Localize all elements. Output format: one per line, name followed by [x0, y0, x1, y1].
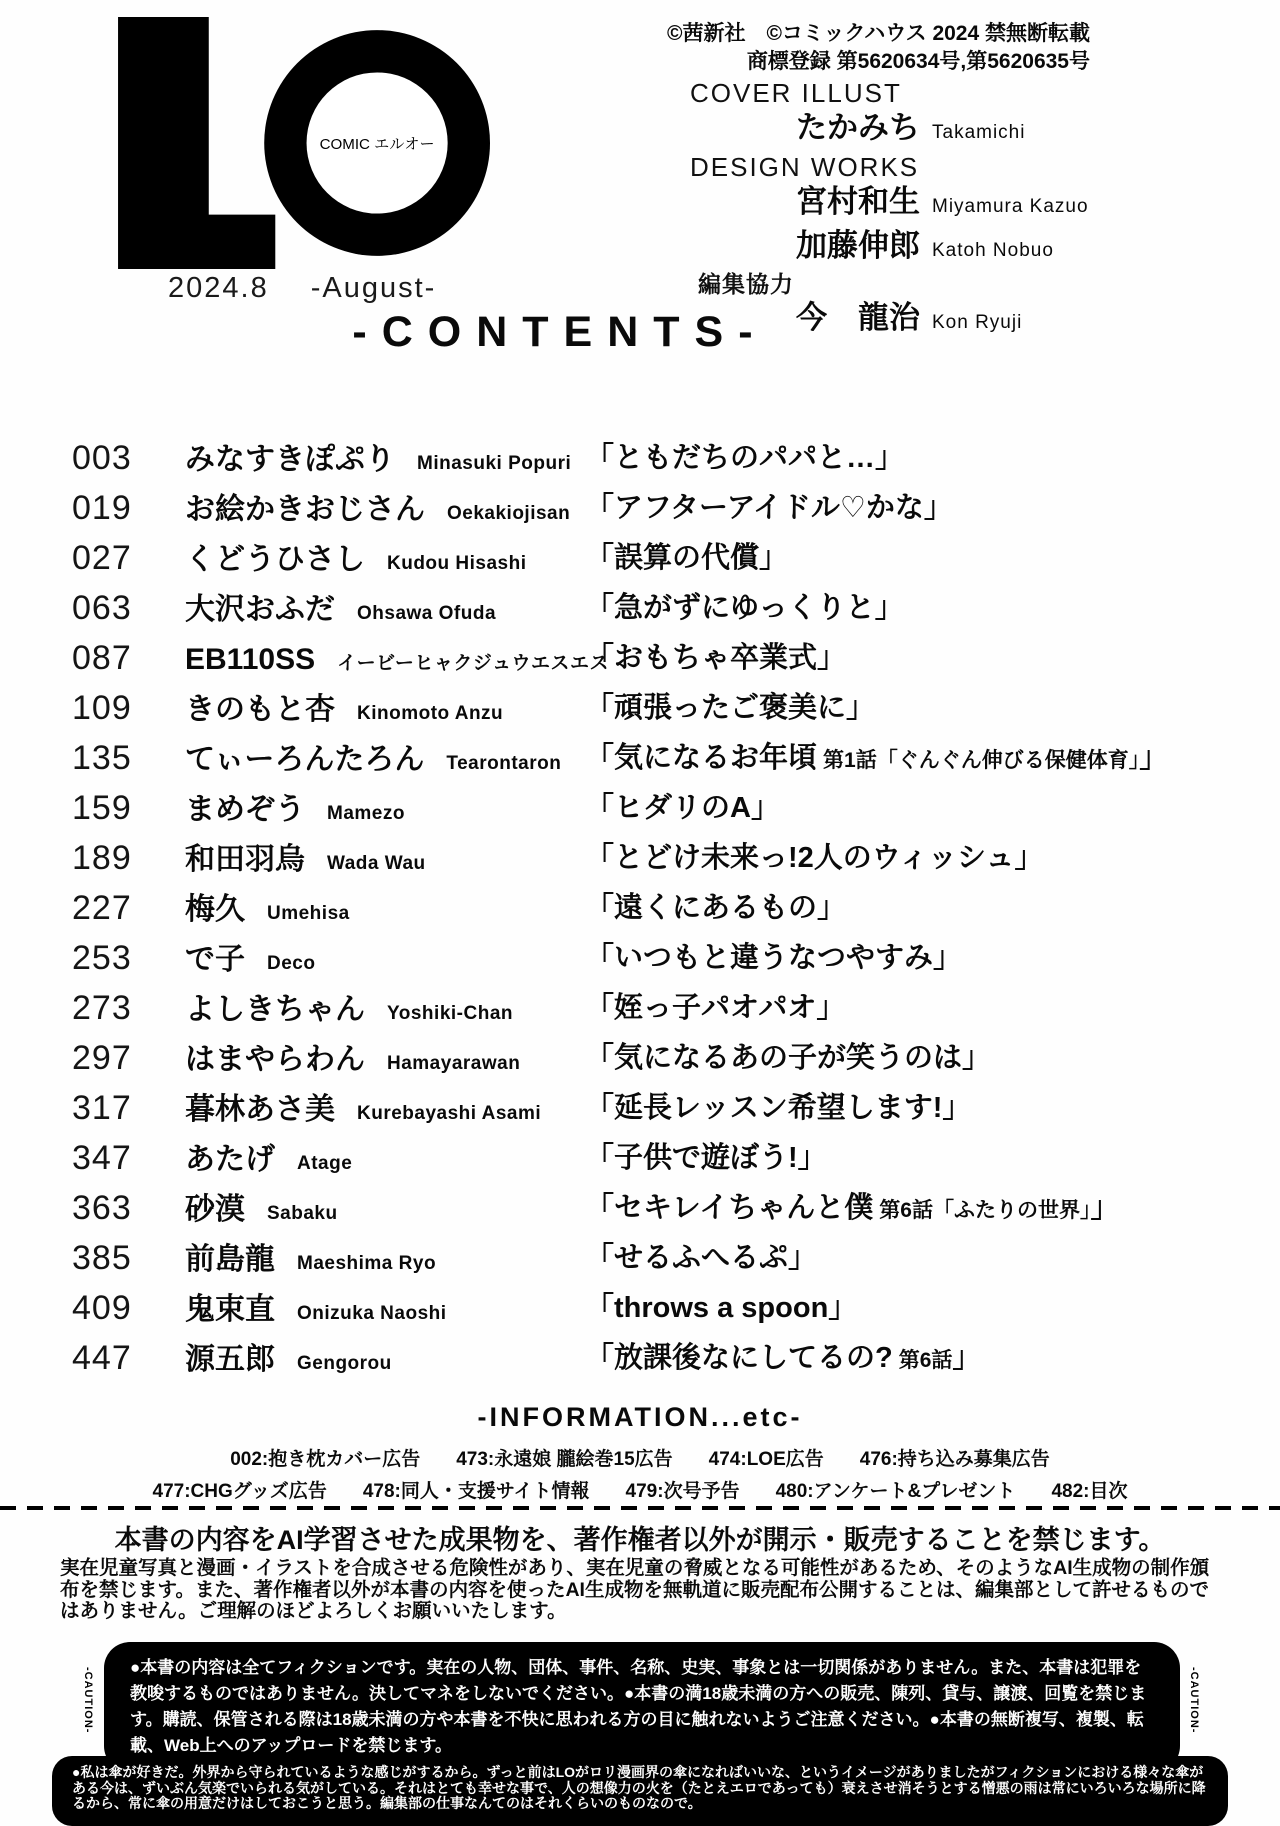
- toc-entry: [72, 1183, 1232, 1233]
- toc-title: [585, 1233, 823, 1286]
- information-heading: -INFORMATION...etc-: [477, 1402, 803, 1432]
- toc-page-number: 109: [72, 689, 132, 727]
- toc-title: [585, 933, 968, 986]
- credit-name-romaji: Takamichi: [932, 122, 1026, 143]
- toc-author-romaji: Onizuka Naoshi: [297, 1303, 447, 1324]
- lo-logo-graphic: [112, 16, 490, 270]
- toc-title-main: 「遠くにあるもの」: [585, 892, 847, 924]
- credit-role-design-works: DESIGN WORKS: [690, 152, 920, 182]
- toc-author-romaji: Oekakiojisan: [447, 503, 571, 524]
- toc-author-romaji: Deco: [267, 953, 316, 974]
- toc-page-number: 087: [72, 639, 132, 677]
- toc-entry: [72, 1083, 1232, 1133]
- toc-title-main: 「アフターアイドル♡かな」: [585, 492, 953, 524]
- toc-title: [585, 833, 1049, 886]
- toc-page-number: 159: [72, 789, 132, 827]
- toc-entry: [72, 1233, 1232, 1283]
- toc-author-romaji: Ohsawa Ofuda: [357, 603, 497, 624]
- table-of-contents: [72, 433, 1232, 1383]
- toc-author-romaji: Tearontaron: [446, 753, 562, 774]
- logo-circle-text: COMIC エルオー: [319, 136, 435, 154]
- toc-entry: [72, 833, 1232, 883]
- toc-author-ja: 砂漠: [185, 1193, 245, 1226]
- toc-author-romaji: イービーヒャクジュウエスエス: [337, 653, 609, 674]
- credit-name-romaji: Katoh Nobuo: [932, 240, 1054, 261]
- toc-author-ja: 源五郎: [185, 1343, 275, 1376]
- toc-title-note: 第6話「ふたりの世界」: [879, 1199, 1091, 1222]
- ad-item: 477:CHGグッズ広告: [152, 1481, 327, 1502]
- toc-title: [585, 1333, 981, 1386]
- toc-author-ja: 大沢おふだ: [185, 593, 335, 626]
- copyright-line1: ©茜新社 ©コミックハウス 2024 禁無断転載: [666, 22, 1090, 45]
- toc-title-main: 「子供で遊ぼう!」: [585, 1142, 827, 1174]
- toc-author-ja: 前島龍: [185, 1243, 275, 1276]
- toc-page-number: 273: [72, 989, 132, 1027]
- toc-page-number: 189: [72, 839, 132, 877]
- toc-title: [585, 533, 794, 586]
- toc-page-number: 317: [72, 1089, 132, 1127]
- toc-page-number: 447: [72, 1339, 132, 1377]
- toc-entry: [72, 983, 1232, 1033]
- ad-item: 480:アンケート&プレゼント: [775, 1481, 1016, 1502]
- toc-author-romaji: Kinomoto Anzu: [357, 703, 504, 724]
- toc-author-romaji: Mamezo: [327, 803, 405, 824]
- toc-title-main: 「放課後なにしてるの?: [585, 1342, 893, 1374]
- toc-title: [585, 1183, 1119, 1236]
- toc-page-number: 253: [72, 939, 132, 977]
- ads-row-2: [0, 1476, 1280, 1503]
- toc-author-ja: あたげ: [185, 1143, 275, 1176]
- toc-title-main: 「ヒダリのA」: [585, 792, 780, 824]
- toc-entry: [72, 483, 1232, 533]
- toc-author-ja: 暮林あさ美: [185, 1093, 335, 1126]
- toc-title-close: 」: [952, 1342, 982, 1374]
- credit-name-romaji: Miyamura Kazuo: [932, 196, 1089, 217]
- credit-name-ja: 宮村和生: [796, 184, 920, 219]
- toc-page-number: 135: [72, 739, 132, 777]
- toc-entry: [72, 683, 1232, 733]
- credits-block: [648, 78, 1128, 342]
- ai-notice-body: 実在児童写真と漫画・イラストを合成させる危険性があり、実在児童の脅威となる可能性があるため、そのようなAI生成物の制作頒布を禁じます。また、著作権者以外が本書の内容を使ったAI生成物を無軌道に販売配布公開することは、編集部として許せるものではありません。ご理解のほどよろしくお願いいたします。: [60, 1557, 1210, 1622]
- toc-author-romaji: Minasuki Popuri: [417, 453, 572, 474]
- toc-entry: [72, 583, 1232, 633]
- toc-title-main: 「姪っ子パオパオ」: [585, 992, 846, 1024]
- toc-entry: [72, 883, 1232, 933]
- credit-role-cover-illust: COVER ILLUST: [690, 78, 902, 108]
- toc-author-ja: 和田羽烏: [185, 843, 305, 876]
- toc-title: [585, 1033, 997, 1086]
- toc-author-romaji: Umehisa: [267, 903, 350, 924]
- toc-author-romaji: Maeshima Ryo: [297, 1253, 437, 1274]
- caution-vertical-label-right: -CAUTION-: [1188, 1666, 1200, 1734]
- toc-title: [585, 983, 851, 1036]
- contents-heading: -CONTENTS-: [352, 308, 768, 356]
- credit-person: [648, 108, 1128, 152]
- toc-author-ja: 鬼束直: [185, 1293, 275, 1326]
- toc-title: [585, 1133, 833, 1186]
- toc-page-number: 385: [72, 1239, 132, 1277]
- ad-item: 474:LOE広告: [708, 1449, 824, 1470]
- dashed-divider: [0, 1506, 1280, 1510]
- caution-box-editor-note: ●私は傘が好きだ。外界から守られているような感じがするから。ずっと前はLOがロリ漫画界の傘になればいいな、というイメージがありましたがフィクションにおける様々な傘がある今は、ずいぶん気楽でいられる気がしている。それはとても幸せな事で、人の想像力の火を（たとえエロであっても）衰えさせ消そうとする憎悪の雨は常にいろいろな場所に降るから、常に傘の用意だけはしておこうと思う。編集部の仕事なんてのはそれくらいのものなので。: [52, 1756, 1228, 1826]
- toc-page-number: 019: [72, 489, 132, 527]
- toc-page-number: 003: [72, 439, 132, 477]
- toc-title-main: 「頑張ったご褒美に」: [585, 692, 876, 724]
- ads-row-1: [0, 1444, 1280, 1471]
- toc-title-main: 「誤算の代償」: [585, 542, 789, 574]
- toc-title: [585, 433, 910, 486]
- copyright-block: [667, 20, 1090, 76]
- credit-name-romaji: Kon Ryuji: [932, 312, 1023, 333]
- toc-entry: [72, 533, 1232, 583]
- issue-date: 2024.8: [168, 272, 269, 304]
- credit-name-ja: たかみち: [796, 110, 920, 145]
- toc-author-romaji: Wada Wau: [327, 853, 426, 874]
- toc-title-note: 第6話: [898, 1349, 953, 1372]
- ad-item: 479:次号予告: [625, 1481, 740, 1502]
- toc-page-number: 409: [72, 1289, 132, 1327]
- ad-item: 476:持ち込み募集広告: [859, 1449, 1050, 1470]
- ad-item: 482:目次: [1051, 1481, 1128, 1502]
- toc-title: [585, 883, 852, 936]
- credit-person: [648, 182, 1128, 226]
- caution-box-fiction-notice: ●本書の内容は全てフィクションです。実在の人物、団体、事件、名称、史実、事象とは一切関係がありません。また、本書は犯罪を教唆するものではありません。決してマネをしないでください。●本書の満18歳未満の方への販売、陳列、貸与、譲渡、回覧を禁じます。購読、保管される際は18歳未満の方や本書を不快に思われる方の目に触れないようご注意ください。●本書の無断複写、複製、転載、Web上へのアップロードを禁じます。: [104, 1642, 1180, 1772]
- toc-title-main: 「気になるお年頃: [585, 742, 818, 774]
- toc-author-romaji: Kudou Hisashi: [387, 553, 527, 574]
- issue-line: [168, 272, 436, 305]
- toc-author-romaji: Kurebayashi Asami: [357, 1103, 542, 1124]
- toc-author-ja: てぃーろんたろん: [185, 743, 425, 776]
- toc-author-romaji: Hamayarawan: [387, 1053, 521, 1074]
- toc-title: [585, 1283, 863, 1336]
- copyright-line2: 商標登録 第5620634号,第5620635号: [746, 50, 1090, 73]
- toc-entry: [72, 433, 1232, 483]
- toc-title: [585, 783, 786, 836]
- toc-author-romaji: Atage: [297, 1153, 353, 1174]
- toc-author-ja: みなすきぽぷり: [185, 443, 395, 476]
- toc-entry: [72, 783, 1232, 833]
- toc-title: [585, 733, 1168, 786]
- toc-title-main: 「throws a spoon」: [585, 1292, 858, 1324]
- toc-author-ja: きのもと杏: [185, 693, 335, 726]
- toc-author-ja: で子: [185, 943, 245, 976]
- toc-title-main: 「気になるあの子が笑うのは」: [585, 1042, 992, 1074]
- lo-logo: [112, 16, 490, 270]
- toc-entry: [72, 633, 1232, 683]
- toc-title: [585, 683, 881, 736]
- toc-author-ja: 梅久: [185, 893, 245, 926]
- toc-page-number: 347: [72, 1139, 132, 1177]
- ad-item: 002:抱き枕カバー広告: [230, 1449, 421, 1470]
- toc-entry: [72, 1133, 1232, 1183]
- toc-author-ja: はまやらわん: [185, 1043, 365, 1076]
- toc-author-romaji: Gengorou: [297, 1353, 392, 1374]
- toc-title-main: 「おもちゃ卒業式」: [585, 642, 847, 674]
- ad-item: 478:同人・支援サイト情報: [362, 1481, 590, 1502]
- toc-page-number: 363: [72, 1189, 132, 1227]
- toc-page-number: 297: [72, 1039, 132, 1077]
- toc-entry: [72, 1333, 1232, 1383]
- toc-entry: [72, 1033, 1232, 1083]
- toc-author-ja: よしきちゃん: [185, 993, 365, 1026]
- ad-item: 473:永遠娘 朧絵巻15広告: [456, 1449, 673, 1470]
- toc-author-ja: くどうひさし: [185, 543, 365, 576]
- credit-role-editing: 編集協力: [698, 271, 794, 297]
- toc-entry: [72, 733, 1232, 783]
- toc-title: [585, 583, 910, 636]
- toc-author-romaji: Sabaku: [267, 1203, 338, 1224]
- toc-title-main: 「急がずにゆっくりと」: [585, 592, 904, 624]
- toc-title-main: 「いつもと違うなつやすみ」: [585, 942, 963, 974]
- toc-page-number: 063: [72, 589, 132, 627]
- toc-page-number: 027: [72, 539, 132, 577]
- toc-title-close: 」: [1090, 1192, 1120, 1224]
- credit-name-ja: 加藤伸郎: [796, 228, 920, 263]
- issue-month: -August-: [310, 272, 437, 304]
- toc-author-ja: まめぞう: [185, 793, 305, 826]
- caution-vertical-label-left: -CAUTION-: [82, 1666, 94, 1734]
- toc-author-romaji: Yoshiki-Chan: [387, 1003, 513, 1024]
- toc-title-main: 「とどけ未来っ!2人のウィッシュ」: [585, 842, 1044, 874]
- toc-title: [585, 483, 959, 536]
- toc-author-ja: EB110SS: [185, 643, 316, 676]
- toc-title-main: 「ともだちのパパと…」: [585, 442, 905, 474]
- toc-title: [585, 1083, 977, 1136]
- toc-entry: [72, 933, 1232, 983]
- toc-title-close: 」: [1139, 742, 1169, 774]
- toc-title-main: 「延長レッスン希望します!」: [585, 1092, 972, 1124]
- toc-title-main: 「セキレイちゃんと僕: [585, 1192, 874, 1224]
- toc-title-note: 第1話「ぐんぐん伸びる保健体育」: [823, 749, 1140, 772]
- toc-entry: [72, 1283, 1232, 1333]
- toc-page-number: 227: [72, 889, 132, 927]
- ai-notice-heading: 本書の内容をAI学習させた成果物を、著作権者以外が開示・販売することを禁じます。: [114, 1525, 1166, 1555]
- toc-title: [585, 633, 852, 686]
- credit-name-ja: 今 龍治: [796, 300, 920, 335]
- toc-author-ja: お絵かきおじさん: [185, 493, 425, 526]
- toc-title-main: 「せるふへるぷ」: [585, 1242, 818, 1274]
- credit-person: [648, 226, 1128, 270]
